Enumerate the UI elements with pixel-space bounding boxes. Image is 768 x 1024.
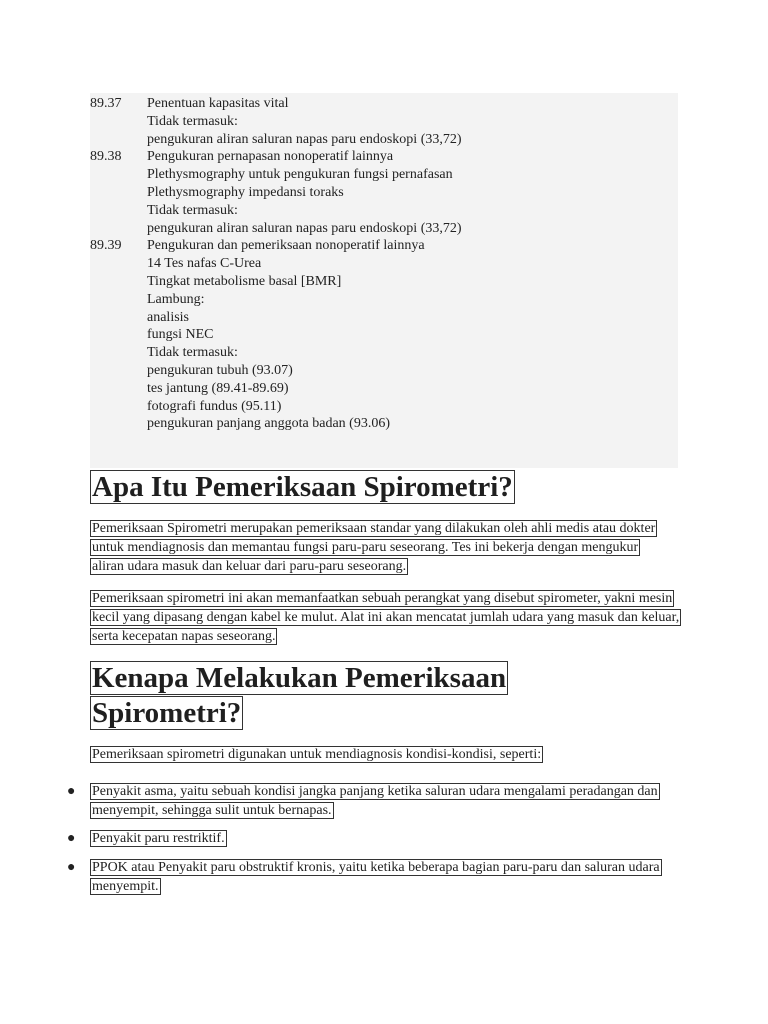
code-number: 89.38	[90, 149, 122, 165]
paragraph-intro	[90, 745, 690, 764]
code-line: fungsi NEC	[147, 327, 214, 343]
code-line: Tingkat metabolisme basal [BMR]	[147, 273, 342, 289]
code-number: 89.37	[90, 96, 122, 111]
paragraph-text: Pemeriksaan spirometri ini akan memanfaatkan sebuah perangkat yang disebut spirometer, yakni mesin kecil yang dipasang dengan kabel ke mulut. Alat ini akan mencatat jumlah udara yang masuk dan keluar, serta kecepatan napas seseorang.	[92, 591, 680, 644]
paragraph-text: Pemeriksaan spirometri digunakan untuk mendiagnosis kondisi-kondisi, seperti:	[92, 747, 542, 762]
code-line: Pengukuran dan pemeriksaan nonoperatif lainnya	[147, 238, 425, 254]
section-heading-why	[90, 661, 550, 731]
code-line: 14 Tes nafas C-Urea	[147, 256, 262, 272]
list-item-text: Penyakit asma, yaitu sebuah kondisi jangka panjang ketika saluran udara mengalami peradangan dan menyempit, sehingga sulit untuk bernapas.	[92, 784, 658, 818]
heading-text: Kenapa Melakukan Pemeriksaan Spirometri?	[92, 662, 507, 729]
code-description	[147, 237, 425, 433]
code-description	[147, 148, 462, 237]
list-item-text: PPOK atau Penyakit paru obstruktif kronis, yaitu ketika beberapa bagian paru-paru dan saluran udara menyempit.	[92, 860, 660, 894]
code-line: Lambung:	[147, 291, 205, 307]
code-line: analisis	[147, 309, 189, 325]
code-line: Tidak termasuk:	[147, 202, 238, 218]
code-line: Plethysmography untuk pengukuran fungsi pernafasan	[147, 167, 453, 183]
paragraph-text: Pemeriksaan Spirometri merupakan pemeriksaan standar yang dilakukan oleh ahli medis atau dokter untuk mendiagnosis dan memantau fungsi paru-paru seseorang. Tes ini bekerja dengan mengukur aliran udara masuk dan keluar dari paru-paru seseorang.	[92, 521, 656, 574]
code-line: Tidak termasuk:	[147, 113, 238, 129]
code-line: pengukuran aliran saluran napas paru endoskopi (33,72)	[147, 220, 462, 236]
code-line: Pengukuran pernapasan nonoperatif lainnya	[147, 149, 394, 165]
paragraph-spirometer	[90, 589, 690, 646]
bullet-icon: ●	[67, 831, 76, 846]
code-line: Penentuan kapasitas vital	[147, 96, 289, 111]
paragraph-definition	[90, 519, 672, 576]
code-line: tes jantung (89.41-89.69)	[147, 380, 289, 396]
code-line: Plethysmography impedansi toraks	[147, 184, 344, 200]
code-number: 89.39	[90, 238, 122, 254]
code-line: pengukuran aliran saluran napas paru endoskopi (33,72)	[147, 131, 462, 147]
section-heading-spirometri	[90, 470, 690, 505]
code-line: Tidak termasuk:	[147, 345, 238, 361]
list-item-text: Penyakit paru restriktif.	[92, 831, 225, 846]
code-line: pengukuran panjang anggota badan (93.06)	[147, 416, 390, 432]
bullet-icon: ●	[67, 860, 76, 875]
code-line: pengukuran tubuh (93.07)	[147, 362, 293, 378]
code-description	[147, 95, 462, 148]
code-line: fotografi fundus (95.11)	[147, 398, 282, 414]
procedure-code-table	[90, 93, 678, 468]
heading-text: Apa Itu Pemeriksaan Spirometri?	[92, 471, 513, 503]
bullet-icon: ●	[67, 784, 76, 799]
